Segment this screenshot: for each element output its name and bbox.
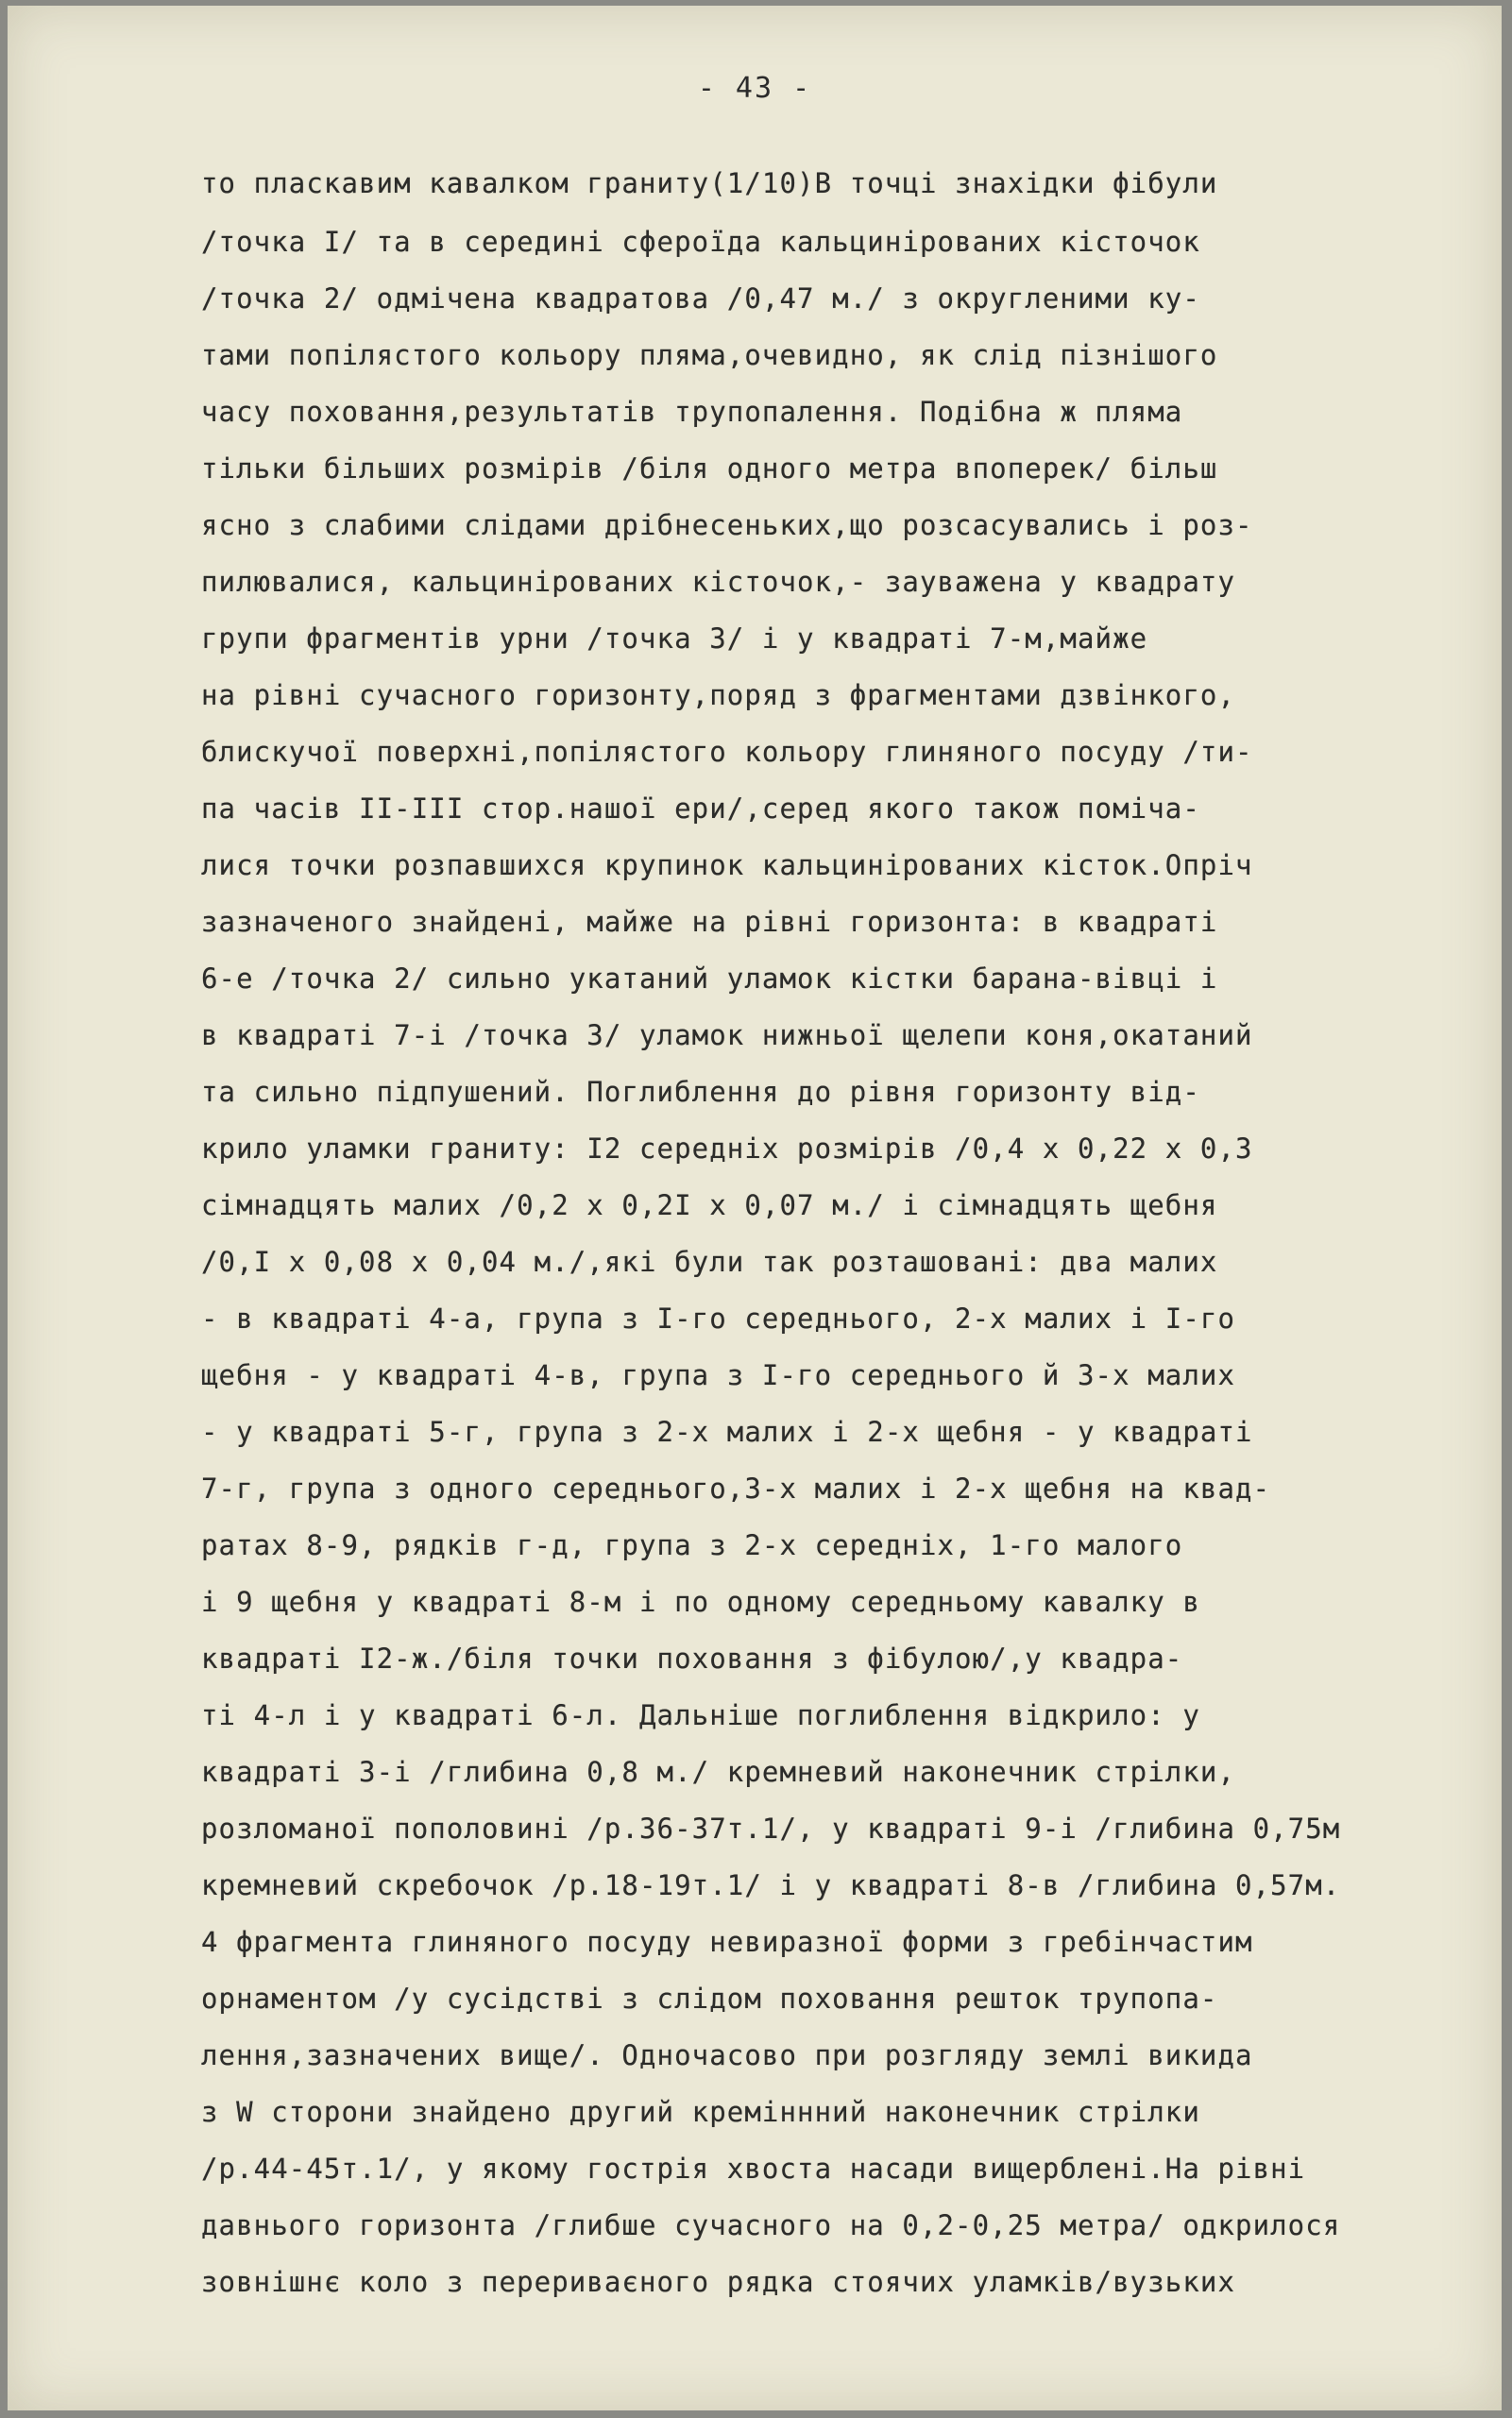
text-line: 7-г, група з одного середнього,3-х малих і 2-х щебня на квад-	[201, 1473, 1271, 1505]
text-line: то пласкавим кавалком граниту(1/10)В точці знахідки фібули	[201, 167, 1218, 199]
text-line: па часів II-III стор.нашої ери/,серед якого також помічa-	[201, 792, 1200, 825]
text-line: групи фрагментів урни /точка 3/ і у квадраті 7-м,майже	[201, 622, 1148, 655]
text-line: квадраті 3-і /глибина 0,8 м./ кремневий наконечник стрілки,	[201, 1756, 1236, 1788]
text-line: тами попілястого кольору пляма,очевидно, як слід пізнішого	[201, 339, 1218, 371]
text-line: щебня - у квадраті 4-в, група з I-го середнього й 3-х малих	[201, 1359, 1236, 1391]
document-page	[8, 6, 1502, 2410]
text-line: на рівні сучасного горизонту,поряд з фрагментами дзвінкого,	[201, 679, 1236, 711]
text-line: крило уламки граниту: I2 середніх розмірів /0,4 x 0,22 x 0,3	[201, 1132, 1253, 1165]
text-line: тільки більших розмірів /біля одного метра впоперек/ більш	[201, 452, 1218, 485]
text-line: 6-е /точка 2/ сильно укатаний уламок кістки барана-вівці і	[201, 962, 1218, 995]
text-line: квадраті I2-ж./біля точки поховання з фібулою/,у квадра-	[201, 1643, 1183, 1675]
text-line: 4 фрагмента глиняного посуду невиразної форми з гребінчастим	[201, 1926, 1253, 1958]
text-line: блискучої поверхні,попілястого кольору глиняного посуду /ти-	[201, 736, 1253, 768]
text-line: /точка I/ та в середині сфероїда кальцинірованих кісточок	[201, 226, 1200, 258]
text-line: ясно з слабими слідами дрібнесеньких,що розсасувались і роз-	[201, 509, 1253, 541]
text-line: розломаної пополовині /р.36-37т.1/, у квадраті 9-і /глибина 0,75м	[201, 1813, 1341, 1845]
text-line: ті 4-л і у квадраті 6-л. Дальніше поглиблення відкрило: у	[201, 1699, 1200, 1731]
text-line: зовнішнє коло з перериваєного рядка стоячих уламків/вузьких	[201, 2266, 1236, 2298]
text-line: давнього горизонта /глибше сучасного на 0,2-0,25 метра/ одкрилося	[201, 2209, 1341, 2241]
text-line: зазначеного знайдені, майже на рівні горизонта: в квадраті	[201, 906, 1218, 938]
text-line: орнаментом /у сусідстві з слідом поховання решток трупопа-	[201, 1983, 1218, 2015]
text-line: кремневий скребочок /р.18-19т.1/ і у квадраті 8-в /глибина 0,57м.	[201, 1869, 1341, 1901]
text-line: ратах 8-9, рядків г-д, група з 2-х середніх, 1-го малого	[201, 1529, 1183, 1561]
text-line: /р.44-45т.1/, у якому гострія хвоста насади вищерблені.На рівні	[201, 2153, 1306, 2185]
typewritten-text	[8, 6, 1502, 2410]
page-number: - 43 -	[697, 72, 812, 105]
text-line: з W сторони знайдено другий креміннний наконечник стрілки	[201, 2096, 1200, 2128]
text-line: лення,зазначених вище/. Одночасово при розгляду землі викида	[201, 2039, 1253, 2071]
text-line: і 9 щебня у квадраті 8-м і по одному середньому кавалку в	[201, 1586, 1200, 1618]
text-line: /0,I x 0,08 x 0,04 м./,які були так розташовані: два малих	[201, 1246, 1218, 1278]
text-line: та сильно підпушений. Поглиблення до рівня горизонту від-	[201, 1076, 1200, 1108]
text-line: лися точки розпавшихся крупинок кальцинірованих кісток.Опріч	[201, 849, 1253, 881]
text-line: пилювалися, кальцинірованих кісточок,- зауважена у квадрату	[201, 566, 1236, 598]
text-line: в квадраті 7-і /точка 3/ уламок нижньої щелепи коня,окатаний	[201, 1019, 1253, 1051]
text-line: - у квадраті 5-г, група з 2-х малих і 2-х щебня - у квадраті	[201, 1416, 1253, 1448]
text-line: часу поховання,результатів трупопалення. Подібна ж пляма	[201, 396, 1183, 428]
text-line: /точка 2/ одмічена квадратова /0,47 м./ з округленими ку-	[201, 282, 1200, 315]
text-line: сімнадцять малих /0,2 x 0,2I x 0,07 м./ і сімнадцять щебня	[201, 1189, 1218, 1221]
text-line: - в квадраті 4-а, група з I-го середнього, 2-х малих і I-го	[201, 1303, 1236, 1335]
